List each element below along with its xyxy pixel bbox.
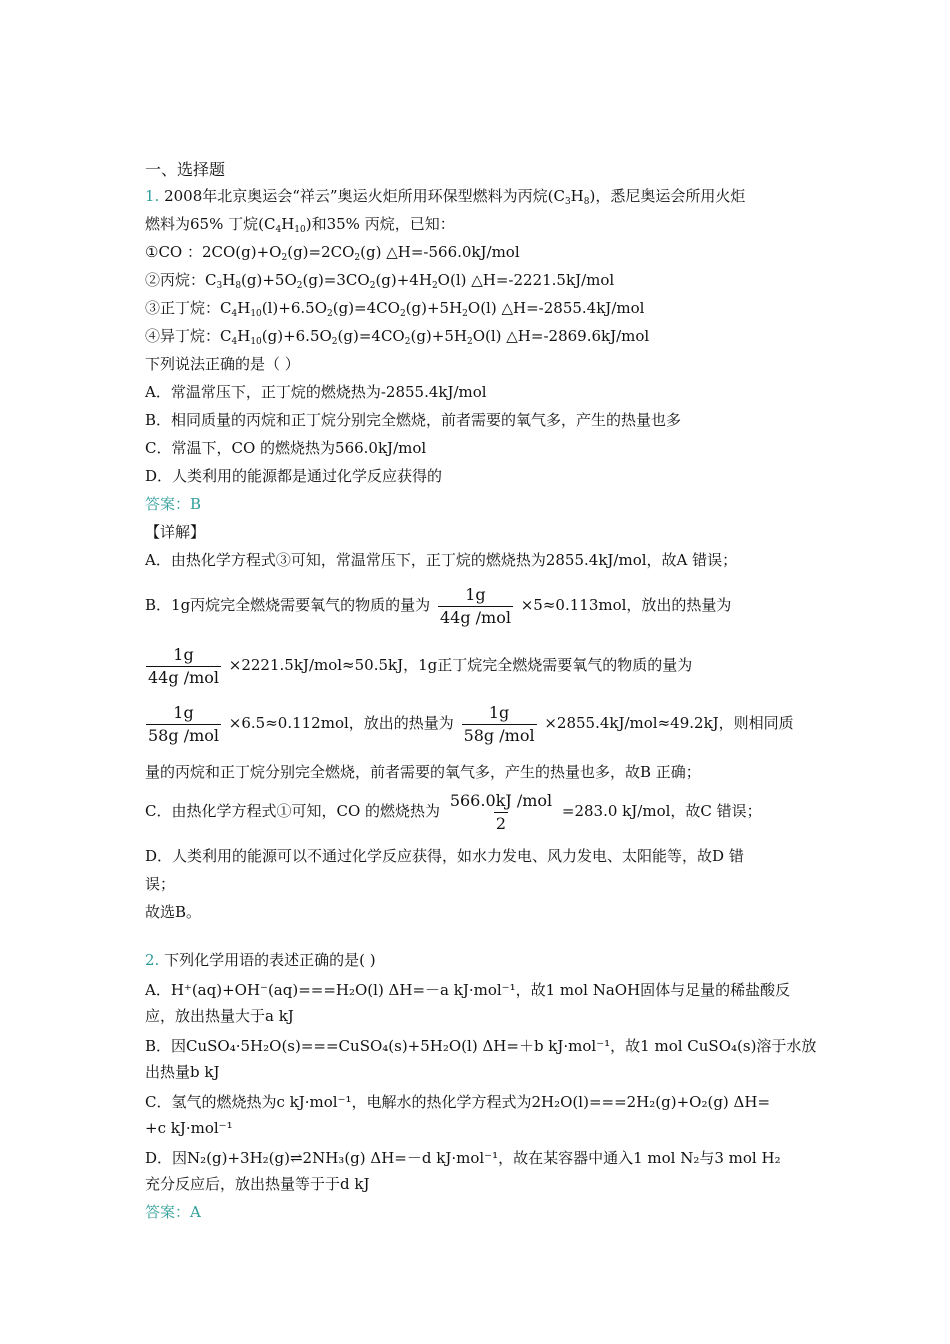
q1-detail-d-line-2: 误；	[145, 875, 176, 893]
q2-option-a-line-1: A．H⁺(aq)+OH⁻(aq)===H₂O(l) ΔH=－a kJ·mol⁻¹，故1 mol NaOH固体与足量的稀盐酸反	[145, 981, 791, 999]
q2-number: 2.	[145, 951, 160, 969]
section-title: 一、选择题	[145, 160, 226, 179]
q1-detail-b-line-4: 量的丙烷和正丁烷分别完全燃烧，前者需要的氧气多，产生的热量也多，故B 正确；	[145, 763, 701, 781]
q1-option-d: D．人类利用的能源都是通过化学反应获得的	[145, 467, 443, 485]
fraction-1g-44: $\frac{1g}{\text{44g /mol}}$	[439, 584, 511, 627]
q1-detail-c: C．由热化学方程式①可知，CO 的燃烧热为 $\frac{\text{566.0kJ /mol}}{2}$ =283.0 kJ/mol，故C 错误；	[145, 790, 762, 833]
q1-equation-2: ②丙烷：$C_3H_8(g)+5O_2(g)=3CO_2(g)+4H_2O(l)$ △H=-2221.5kJ/mol	[145, 271, 615, 291]
q1-equation-1: ①CO ：$2CO(g)+O_2(g)=2CO_2(g)$ △H=-566.0kJ/mol	[145, 243, 520, 263]
q1-detail-heading: 【详解】	[145, 523, 206, 541]
q1-number: 1.	[145, 187, 160, 205]
q2-option-a-line-2: 应，放出热量大于a kJ	[145, 1007, 294, 1025]
fraction-1g-58: $\frac{1g}{\text{58g /mol}}$	[148, 702, 219, 745]
fraction-566-2: $\frac{\text{566.0kJ /mol}}{2}$	[449, 790, 553, 833]
fraction-1g-44: $\frac{1g}{\text{44g /mol}}$	[148, 644, 219, 687]
q2-option-b-line-1: B．因CuSO₄·5H₂O(s)===CuSO₄(s)+5H₂O(l) ΔH=＋b kJ·mol⁻¹，故1 mol CuSO₄(s)溶于水放	[145, 1037, 817, 1055]
q1-intro-line-1: 1. 2008年北京奥运会“祥云”奥运火炬所用环保型燃料为丙烷$(C_3H_8)$，悉尼奥运会所用火炬	[145, 187, 746, 207]
q2-answer: 答案：A	[145, 1203, 201, 1221]
q1-detail-b-line-1: B．1g丙烷完全燃烧需要氧气的物质的量为 $\frac{1g}{\text{44g /mol}}$ ×5≈0.113mol，放出的热量为	[145, 584, 732, 627]
q2-option-b-line-2: 出热量b kJ	[145, 1063, 220, 1081]
q1-detail-b-line-2: $\frac{1g}{\text{44g /mol}}$ ×2221.5kJ/mol≈50.5kJ，1g正丁烷完全燃烧需要氧气的物质的量为	[148, 644, 693, 687]
q2-option-c-line-2: +c kJ·mol⁻¹	[145, 1119, 233, 1137]
q1-intro-line-2: 燃料为65% 丁烷$(C_4H_{10})$和35% 丙烷，已知：	[145, 215, 455, 235]
q2-option-c-line-1: C．氢气的燃烧热为c kJ·mol⁻¹，电解水的热化学方程式为2H₂O(l)===2H₂(g)+O₂(g) ΔH=	[145, 1093, 771, 1111]
q2-option-d-line-1: D．因N₂(g)+3H₂(g)⇌2NH₃(g) ΔH=－d kJ·mol⁻¹，故在某容器中通入1 mol N₂与3 mol H₂	[145, 1149, 781, 1167]
q1-option-b: B．相同质量的丙烷和正丁烷分别完全燃烧，前者需要的氧气多，产生的热量也多	[145, 411, 682, 429]
q2-option-d-line-2: 充分反应后，放出热量等于于d kJ	[145, 1175, 370, 1193]
q2-stem: 2. 下列化学用语的表述正确的是( )	[145, 951, 376, 969]
fraction-1g-58: $\frac{1g}{\text{58g /mol}}$	[463, 702, 535, 745]
q1-equation-4: ④异丁烷：$C_4H_{10}(g)+6.5O_2(g)=4CO_2(g)+5H_2O(l)$ △H=-2869.6kJ/mol	[145, 327, 650, 347]
q1-option-a: A．常温常压下，正丁烷的燃烧热为-2855.4kJ/mol	[145, 383, 487, 401]
q1-detail-d-line-1: D．人类利用的能源可以不通过化学反应获得，如水力发电、风力发电、太阳能等，故D 错	[145, 847, 744, 865]
q1-answer: 答案：B	[145, 495, 202, 513]
q1-conclusion: 故选B。	[145, 903, 202, 921]
q1-equation-3: ③正丁烷：$C_4H_{10}(l)+6.5O_2(g)=4CO_2(g)+5H_2O(l)$ △H=-2855.4kJ/mol	[145, 299, 645, 319]
q1-detail-a: A．由热化学方程式③可知，常温常压下，正丁烷的燃烧热为2855.4kJ/mol，故A 错误；	[145, 551, 738, 569]
q1-option-c: C．常温下，CO 的燃烧热为566.0kJ/mol	[145, 439, 427, 457]
q1-question: 下列说法正确的是（ ）	[145, 355, 300, 373]
q1-detail-b-line-3: $\frac{1g}{\text{58g /mol}}$ ×6.5≈0.112mol，放出的热量为 $\frac{1g}{\text{58g /mol}}$ ×2855.4kJ/mol≈49.2kJ，则相同质	[148, 702, 794, 745]
